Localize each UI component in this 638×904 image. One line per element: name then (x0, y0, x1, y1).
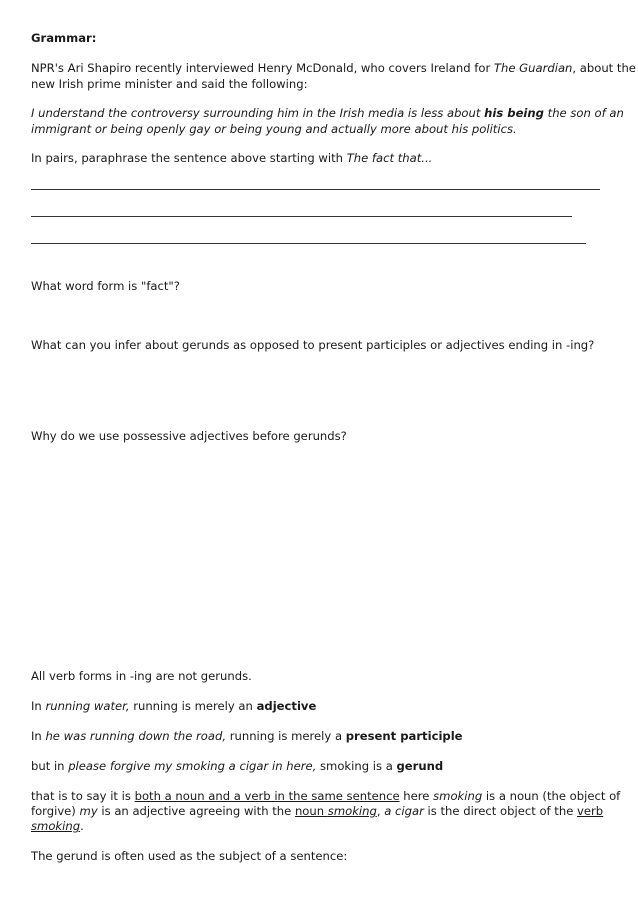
explanation-line-3: smoking. (31, 819, 84, 833)
example-adjective: In running water, running is merely an adjective (31, 699, 317, 713)
sentence-starter: The fact that... (346, 151, 433, 165)
answer-line-1[interactable] (31, 189, 600, 190)
newspaper-name: The Guardian (493, 61, 573, 75)
quote-line-2: immigrant or being openly gay or being young and actually more about his politics. (31, 122, 517, 136)
example-gerund: but in please forgive my smoking a cigar in here, smoking is a gerund (31, 759, 444, 773)
explanation-line-2: forgive) my is an adjective agreeing with the noun smoking, a cigar is the direct object of the verb (31, 804, 604, 818)
page-title: Grammar: (31, 31, 97, 45)
example-present-participle: In he was running down the road, running is merely a present participle (31, 729, 463, 743)
question-word-form: What word form is "fact"? (31, 279, 180, 293)
answer-line-2[interactable] (31, 216, 572, 217)
intro-line-1: NPR's Ari Shapiro recently interviewed Henry McDonald, who covers Ireland for The Guardian, about the (31, 61, 636, 75)
note-gerund-subject: The gerund is often used as the subject of a sentence: (31, 849, 348, 863)
quote-line-1: I understand the controversy surrounding him in the Irish media is less about his being the son of an (31, 106, 624, 120)
note-not-gerunds: All verb forms in -ing are not gerunds. (31, 669, 252, 683)
question-gerunds-infer: What can you infer about gerunds as opposed to present participles or adjectives ending in -ing? (31, 338, 595, 352)
quote-emphasis: his being (484, 106, 544, 120)
paraphrase-task: In pairs, paraphrase the sentence above starting with The fact that... (31, 151, 433, 165)
intro-line-2: new Irish prime minister and said the following: (31, 77, 308, 91)
explanation-line-1: that is to say it is both a noun and a verb in the same sentence here smoking is a noun (the object of (31, 789, 621, 803)
question-possessive: Why do we use possessive adjectives before gerunds? (31, 429, 347, 443)
answer-line-3[interactable] (31, 243, 586, 244)
